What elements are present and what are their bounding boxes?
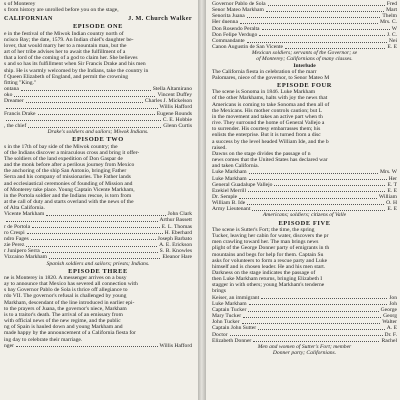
episode-five-heading: EPISODE FIVE: [278, 219, 331, 227]
cast-actor: Eleanor Hare: [162, 254, 192, 261]
cast-actor: W: [391, 25, 397, 32]
cast-actor: Her: [388, 175, 397, 182]
text-line: The scene is Sutter's Fort; the time, the spring: [212, 226, 315, 233]
cast-footer-line: Mexican soldiers; servants of the Governor; se: [251, 50, 358, 57]
text-line: and ecclesiastical ceremonies of founding of Mission and: [4, 180, 133, 187]
intro-line: s from history are unrolled before you on the stage,: [4, 7, 119, 14]
cast-role: Mary Tucker: [212, 313, 242, 320]
interlude-heading: Interlude: [293, 62, 316, 69]
text-line: of the other Markhams, halts with joy the news that: [212, 95, 328, 102]
episode-four-heading: EPISODE FOUR: [277, 82, 332, 90]
right-page: [206, 0, 400, 400]
cast-actor: E. E: [387, 187, 397, 194]
interlude-text: Palomares, niece of the governor, to Senor Mateo M: [212, 74, 330, 81]
episode-two-footer: Spanish soldiers and sailors; priests; Indians.: [46, 260, 150, 267]
cast-role: Canon Augustin de San Vicente: [212, 44, 284, 51]
episode-three-cast-cont: [212, 1, 397, 50]
text-line: to the prayers of Juana, the governor's niece, Markham: [4, 305, 127, 312]
cast-role: Luke Markham: [212, 169, 247, 176]
text-line: The soldiers of the land expedition of Don Gaspar de: [4, 155, 123, 162]
cast-role: Senor Mateo Markham: [212, 7, 264, 14]
text-line: of the Indians discover a miraculous cross and bring it offer-: [4, 149, 140, 156]
cast-actor: Joh: [389, 300, 397, 307]
cast-actor: Nei: [388, 37, 397, 44]
left-page: [0, 0, 198, 400]
text-line: ship. He is warmly welcomed by the Indians, take the country in: [4, 67, 149, 74]
text-line: in the Portola soldier and the Indians rescue, is torn from: [4, 192, 132, 199]
cast-footer-line: of Monterey; Californians of many classes.: [256, 56, 353, 63]
text-line: Serra and his company of missionaries. The Father lands: [4, 174, 131, 181]
cast-role: Keiser, an immigrant: [212, 294, 260, 301]
cast-actor: Walter: [382, 319, 397, 326]
cast-role: ndro Fages: [4, 235, 29, 242]
text-line: f Queen Elizabeth of England, and permit the crowning: [4, 73, 129, 80]
cast-actor: William: [378, 193, 397, 200]
text-line: ncisco Bay; the date, 1579. An Indian chief's daughter be-: [4, 36, 134, 43]
cast-actor: E. L. Thomas: [161, 223, 192, 230]
cast-actor: Charles J. Mickelson: [144, 98, 192, 105]
text-line: ne is Monterey in 1820. A messenger arrives on a busy: [4, 274, 127, 281]
text-line: then Luke Markham returns, bringing Elizabeth I: [212, 276, 323, 283]
cast-actor: Eugene Rounds: [156, 110, 192, 117]
interlude-text: The California fiesta in celebration of the marr: [212, 68, 317, 75]
cast-actor: Rachel: [381, 337, 397, 344]
text-line: stagger in with others; young Markham's tenderne: [212, 282, 325, 289]
text-line: to surrender. His courtesy embarrasses them; his: [212, 126, 321, 133]
cast-actor: O. H: [386, 200, 397, 207]
text-line: with official news of the new regime, and the public: [4, 318, 121, 325]
text-line: e in the festival of the Miwok Indian country north of: [4, 30, 124, 37]
text-line: men crawling toward her. The man brings news: [212, 239, 319, 246]
cast-role: Francis Drake: [4, 110, 36, 117]
cast-role: oko: [4, 92, 13, 99]
episode-three-cast: [4, 343, 192, 349]
episode-two-text: [4, 144, 192, 212]
text-line: news comes that the United States has declared war: [212, 157, 328, 164]
text-line: enlists the enterprise. But it is turned from a disc: [212, 132, 321, 139]
text-line: and the monk before after a perilous journey from Mexico: [4, 162, 135, 169]
text-line: s and so has its fulfillment when Sir Francis Drake and his men: [4, 61, 146, 68]
cast-actor: E. T: [387, 181, 397, 188]
cast-actor: E. E: [387, 206, 397, 213]
cast-role: Elizabeth Donner: [212, 337, 252, 344]
cast-role: Dreamer: [4, 98, 24, 105]
cast-role: William B. Ide: [212, 200, 246, 207]
cast-actor: Arthur Bassett: [159, 217, 192, 224]
text-line: the anchoring of the ship San Antonio, bringing Father: [4, 168, 127, 175]
cast-actor: Willis Hafford: [159, 104, 192, 111]
cast-actor: Joseph Barbato: [157, 235, 192, 242]
cast-actor: Fred: [386, 1, 397, 7]
text-line: asks for volunteers to form a rescue party and Luke: [212, 257, 328, 264]
text-line: rdo VII. The governor's refusal is challenged by young: [4, 293, 127, 300]
text-line: of Alta California.: [4, 205, 45, 212]
text-line: a success by the level headed William Ide, and the b: [212, 138, 329, 145]
cast-role: Doctor: [212, 331, 228, 338]
episode-two-cast: [4, 211, 192, 260]
cast-role: r de Portola: [4, 223, 31, 230]
cast-actor: Jon: [389, 294, 397, 301]
text-line: mountains and begs for help for them. Captain Su: [212, 251, 324, 258]
text-line: ay to announce that Mexico has severed all connection with: [4, 281, 138, 288]
cast-actor: Thelm: [382, 13, 397, 20]
cast-row: [4, 343, 192, 349]
cast-role: Captain Tucker: [212, 306, 247, 313]
text-line: Dawns on the stage divides the passage of n: [212, 150, 311, 157]
text-line: and taken California.: [212, 163, 260, 170]
text-line: made happy by the announcement of a California fiesta for: [4, 330, 136, 337]
cast-role: r Junipero Serra: [4, 248, 40, 255]
cast-role: Army Lieutenant: [212, 206, 251, 213]
cast-actor: John Clark: [167, 211, 192, 218]
cast-actor: C. E. Hobbie: [162, 116, 192, 123]
text-line: himself and is chosen leader. He and his men start.: [212, 263, 326, 270]
episode-three-heading: EPISODE THREE: [68, 267, 128, 275]
text-line: the Mexicans. His mother controls caution; but L: [212, 107, 322, 114]
text-line: rive. They surround the home of General Vallejo a: [212, 120, 325, 127]
cast-role: zie Perez: [4, 242, 25, 249]
pageant-title: CALIFORNIAN J. M. Church Walker: [4, 15, 192, 23]
episode-four-text: [212, 89, 397, 169]
intro-block: [4, 1, 192, 13]
cast-role: Vicente Markham: [4, 211, 45, 218]
cast-role: Vizcaino Markham: [4, 254, 47, 261]
text-line: ng of Spain is hauled down and young Markham and: [4, 324, 123, 331]
page-gutter: [198, 0, 206, 400]
text-line: fitting "King.": [4, 79, 37, 86]
episode-five-footer: Donner party; Californians.: [272, 350, 337, 357]
cast-actor: Vincent Duffey: [157, 92, 192, 99]
cast-actor: Georg: [383, 313, 397, 320]
text-line: s in the 17th of bay side of the Miwok country; the: [4, 143, 118, 150]
cast-role: Don Felipe Verdugo: [212, 31, 258, 38]
cast-actor: Mart: [386, 7, 397, 14]
text-line: in the movement and takes an active part when th: [212, 113, 323, 120]
text-line: of Monterey take place. Young Captain Vicente Markham,: [4, 186, 135, 193]
cast-role: Captain John Sutter: [212, 325, 257, 332]
cast-role: Luke Markham: [212, 300, 247, 307]
cast-role: General Guadalupe Vallejo: [212, 181, 273, 188]
cast-actor: George: [380, 306, 397, 313]
text-line: brings: [212, 288, 226, 295]
cast-actor: Stella Altamirano: [152, 86, 192, 93]
pageant-author: J. M. Church Walker: [128, 15, 192, 23]
cast-role: Senorita Juana: [212, 13, 245, 20]
cast-actor: H. Eberhard: [164, 229, 192, 236]
text-line: s bay Governor Pablo de Sola is thrice off allegiance to: [4, 287, 128, 294]
cast-role: Governor Pablo de Sola: [212, 1, 266, 7]
episode-five-text: [212, 227, 397, 295]
episode-four-cast: [212, 169, 397, 212]
episode-five-cast: [212, 295, 397, 344]
cast-actor: E. E: [387, 44, 397, 51]
cast-role: Ezekiel Merrill: [212, 187, 247, 194]
episode-three-text: [4, 275, 192, 343]
episode-one-text: [4, 31, 192, 86]
text-line: that a lord of the coming of a god to claim her. She believes: [4, 55, 138, 62]
episode-four-footer: Americans; soldiers; citizens of Valle: [262, 212, 347, 219]
cast-actor: Dr. F.: [384, 331, 397, 338]
text-line: The scene is Sonoma in 1846. Luke Markham: [212, 89, 316, 96]
text-line: at the call of duty and starts overland with the news of the: [4, 198, 134, 205]
cast-role: , the chief: [4, 122, 27, 129]
cast-role: Commandante: [212, 37, 245, 44]
episode-two-heading: EPISODE TWO: [72, 136, 124, 144]
episode-one-footer: Drake's soldiers and sailors; Miwok Indians.: [47, 129, 149, 136]
text-line: Tucker, leaving her cabin for water, discovers the pr: [212, 233, 329, 240]
text-line: Americans is coming to take Sonoma and then all of: [212, 101, 330, 108]
cast-actor: A. E. Erickson: [159, 242, 192, 249]
cast-actor: Mrs. C.: [380, 19, 397, 26]
cast-actor: A. E: [386, 325, 397, 332]
cast-role: Luke Markham: [212, 175, 247, 182]
cast-actor: S. B. Knowles: [159, 248, 192, 255]
cast-role: Her duenna: [212, 19, 238, 26]
cast-role: Dr. Semple: [212, 193, 238, 200]
intro-line: s of Monterey: [4, 1, 36, 7]
text-line: plight of the George Donner party of emigrants in th: [212, 245, 330, 252]
text-line: Darkness on the stage indicates the passage of: [212, 270, 316, 276]
cast-actor: Glenn Curtis: [163, 122, 192, 129]
cast-role: ontana: [4, 86, 19, 93]
text-line: raised.: [212, 144, 227, 151]
text-line: Markham, descendant of the line introduced in earlier epi-: [4, 299, 135, 306]
episode-five-footer: Men and women of Sutter's Fort; member: [257, 343, 352, 350]
episode-one-cast: [4, 86, 192, 129]
cast-role: nger: [4, 342, 14, 349]
cast-role: John Tucker: [212, 319, 240, 326]
cast-actor: J. C.: [386, 31, 397, 38]
text-line: ing day to celebrate their marriage.: [4, 336, 83, 343]
cast-role: Don Rosendo Peralta: [212, 25, 260, 32]
text-line: lover, that would marry her to a mountain man, but the: [4, 42, 127, 49]
text-line: art of her tribe advises her to await the fulfillment of a: [4, 49, 126, 56]
cast-actor: Willis Hafford: [159, 342, 192, 349]
cast-role: ro Crespi: [4, 229, 25, 236]
episode-one-heading: EPISODE ONE: [72, 23, 124, 31]
text-line: is to a traitor's death. The arrival of an emissary from: [4, 311, 123, 318]
cast-actor: Mrs. W: [380, 169, 397, 176]
